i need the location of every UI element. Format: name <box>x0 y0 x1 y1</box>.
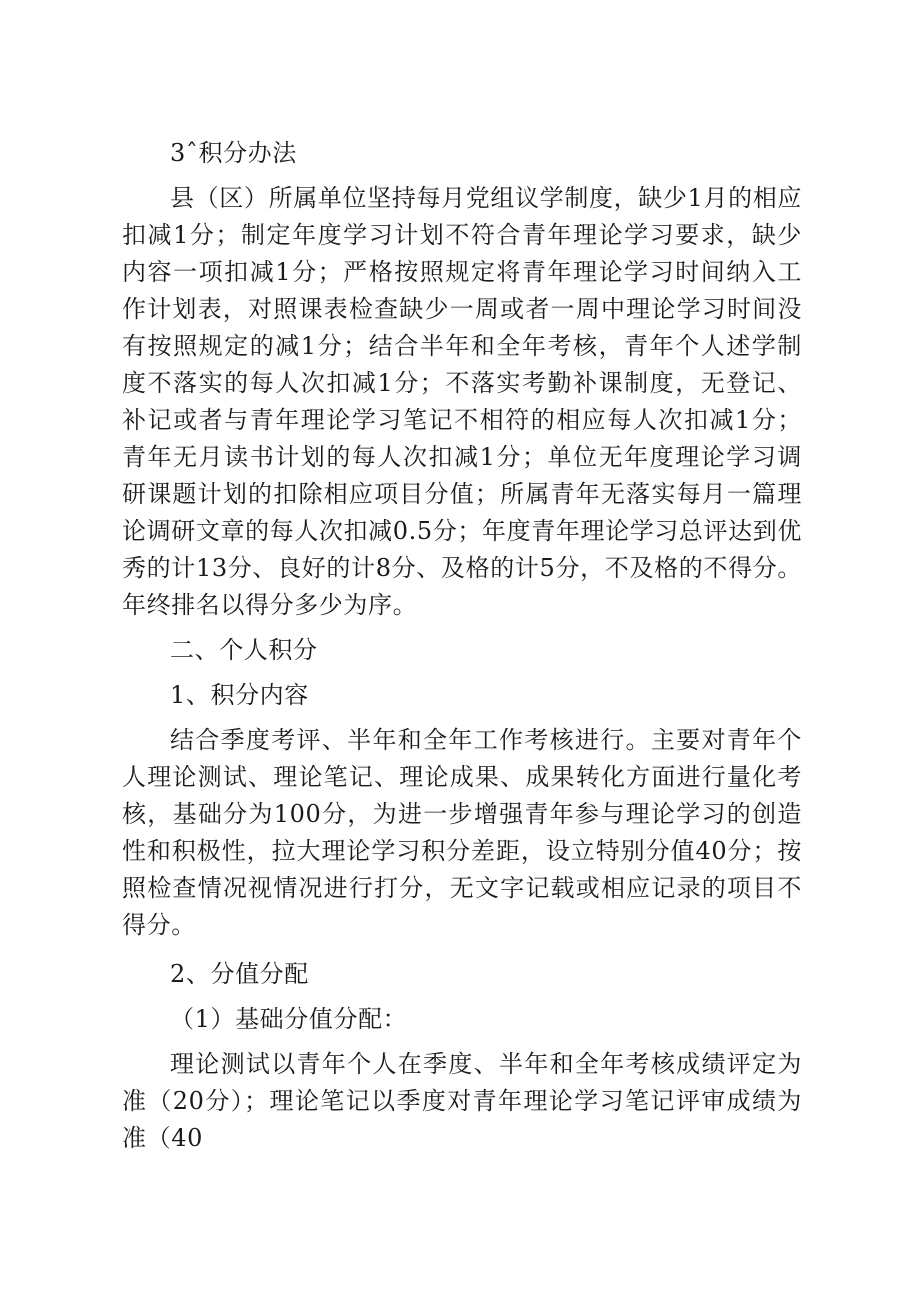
document-body <box>122 135 802 1157</box>
part-2-title: 二、个人积分 <box>170 636 318 664</box>
section-3-paragraph: 县（区）所属单位坚持每月党组议学制度，缺少1月的相应扣减1分；制定年度学习计划不符合青年理论学习要求，缺少内容一项扣减1分；严格按照规定将青年理论学习时间纳入工作计划表，对照课表检查缺少一周或者一周中理论学习时间没有按照规定的减1分；结合半年和全年考核，青年个人述学制度不落实的每人次扣减1分；不落实考勤补课制度，无登记、补记或者与青年理论学习笔记不相符的相应每人次扣减1分；青年无月读书计划的每人次扣减1分；单位无年度理论学习调研课题计划的扣除相应项目分值；所属青年无落实每月一篇理论调研文章的每人次扣减0.5分；年度青年理论学习总评达到优秀的计13分、良好的计8分、及格的计5分，不及格的不得分。年终排名以得分多少为序。 <box>122 184 802 619</box>
item-1-paragraph: 结合季度考评、半年和全年工作考核进行。主要对青年个人理论测试、理论笔记、理论成果、成果转化方面进行量化考核，基础分为100分，为进一步增强青年参与理论学习的创造性和积极性，拉大理论学习积分差距，设立特别分值40分；按照检查情况视情况进行打分，无文字记载或相应记录的项目不得分。 <box>122 726 802 939</box>
item-2-title: 2、分值分配 <box>170 960 309 988</box>
item-2-sub-1-paragraph: 理论测试以青年个人在季度、半年和全年考核成绩评定为准（20分）；理论笔记以季度对青年理论学习笔记评审成绩为准（40 <box>122 1050 802 1152</box>
item-2-sub-1-title: （1）基础分值分配： <box>170 1005 408 1033</box>
section-3-title: 3ˆ积分办法 <box>170 139 297 167</box>
item-1-title: 1、积分内容 <box>170 681 309 709</box>
